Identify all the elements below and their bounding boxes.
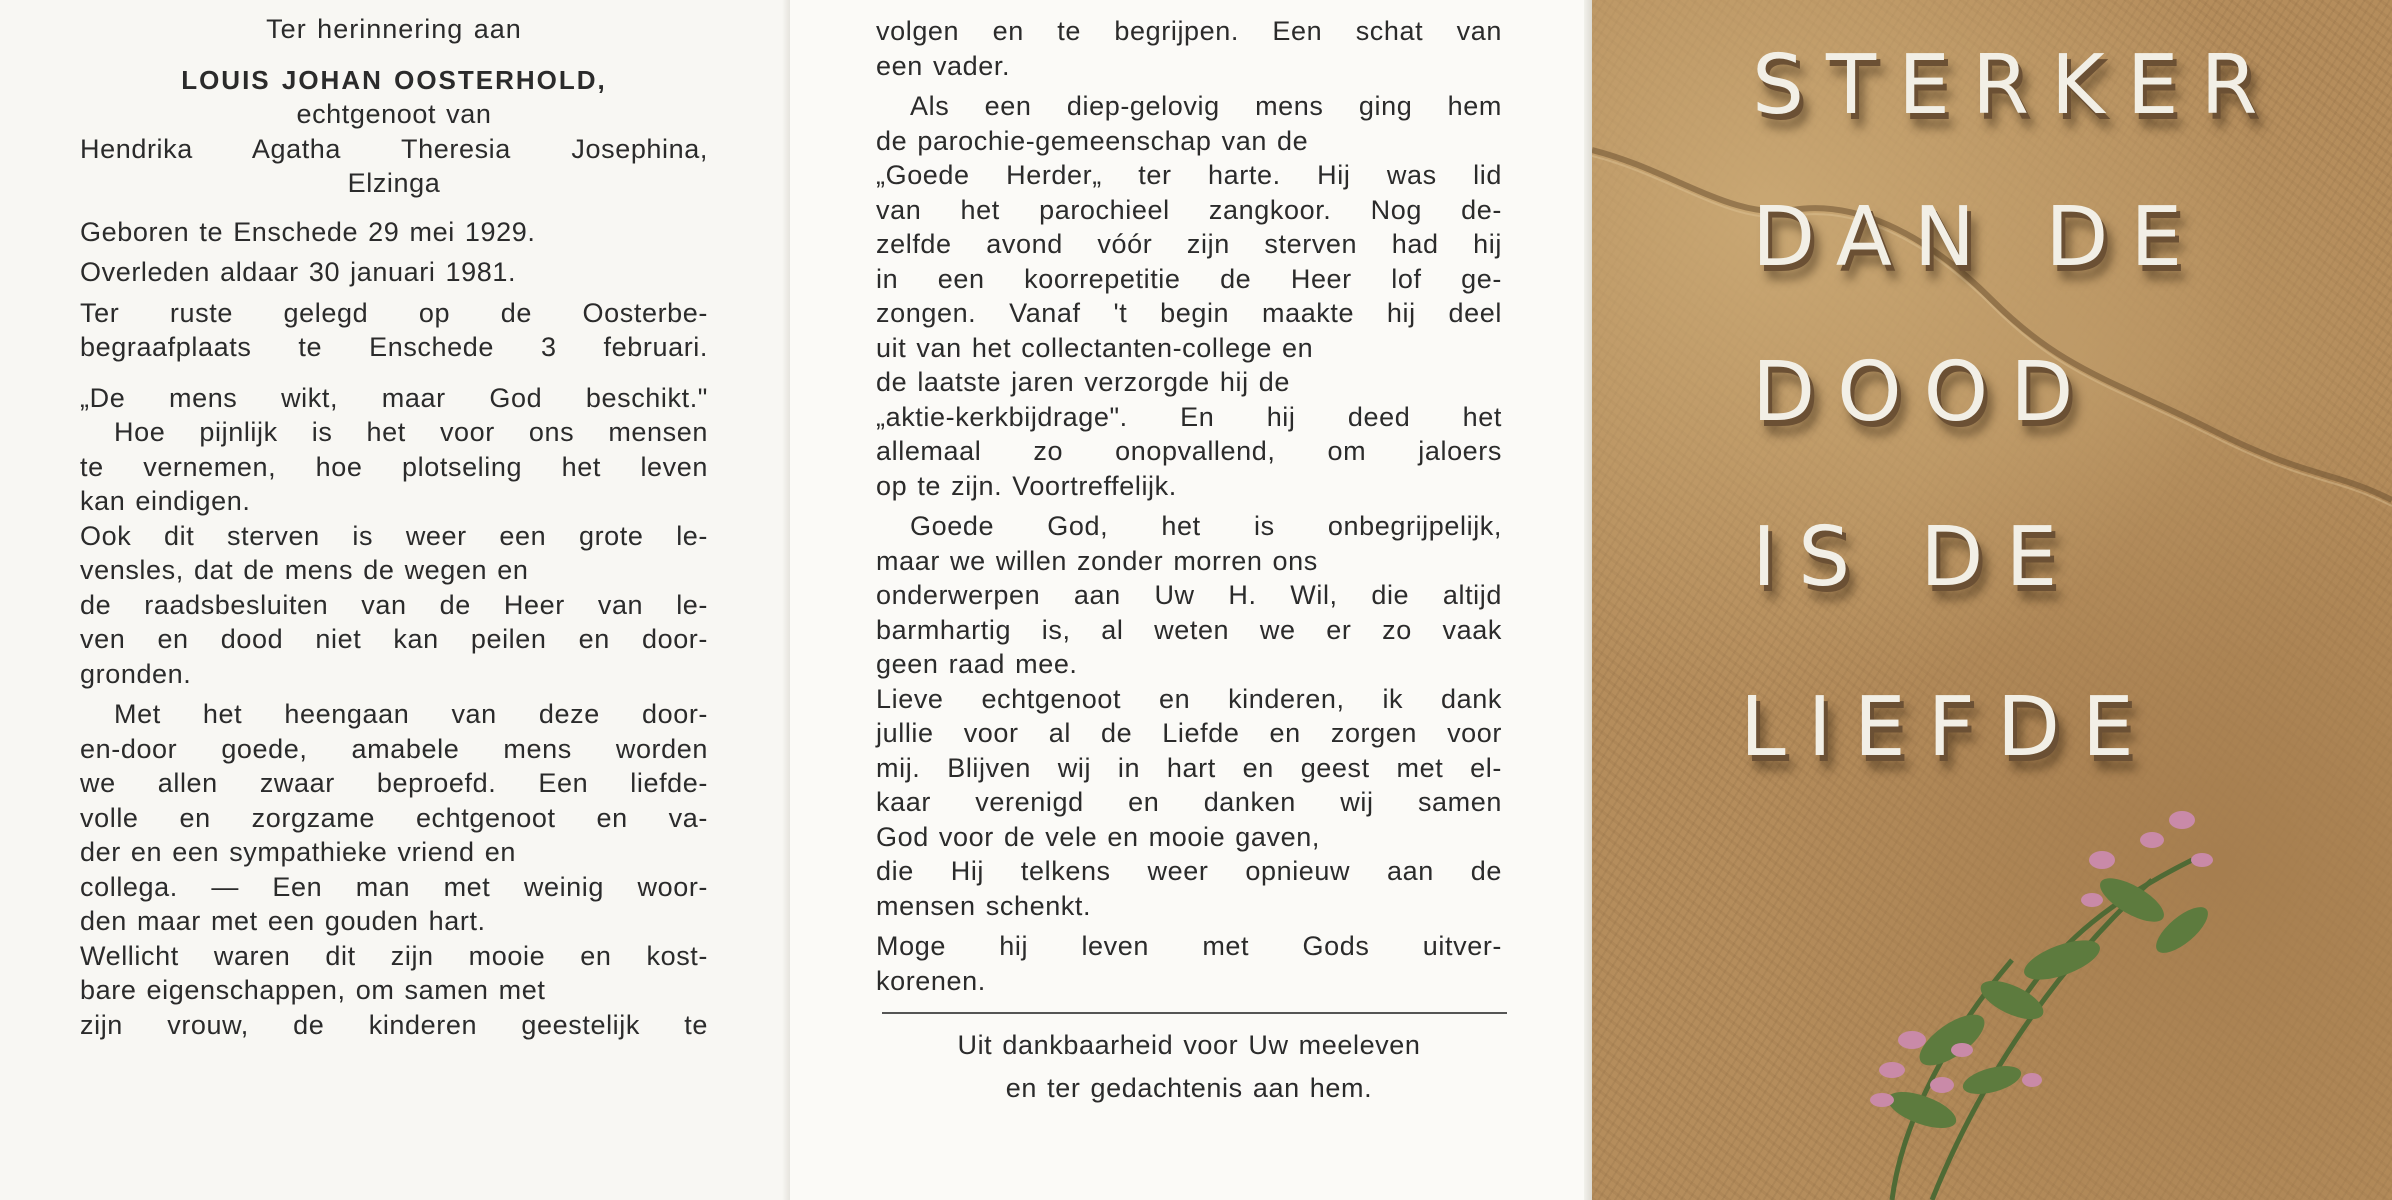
body-line: te vernemen, hoe plotseling het leven <box>80 451 708 482</box>
body-line: en-door goede, amabele mens worden <box>80 733 708 764</box>
body-line: die Hij telkens weer opnieuw aan de <box>876 856 1502 886</box>
body-line: zijn vrouw, de kinderen geestelijk te <box>80 1009 708 1040</box>
body-line: kan eindigen. <box>80 486 251 516</box>
body-line: barmhartig is, al weten we er zo vaak <box>876 614 1502 645</box>
body-line: Als een diep-gelovig mens ging hem <box>910 91 1502 121</box>
body-line: zongen. Vanaf 't begin maakte hij deel <box>876 298 1502 328</box>
body-line: der en een sympathieke vriend en <box>80 837 516 867</box>
divider-line <box>882 1012 1507 1014</box>
body-line: gronden. <box>80 658 192 689</box>
body-line: God voor de vele en mooie gaven, <box>876 821 1320 852</box>
body-line: korenen. <box>876 965 986 996</box>
quote-line: „De mens wikt, maar God beschikt." <box>80 382 708 413</box>
body-line: de laatste jaren verzorgde hij de <box>876 367 1291 397</box>
body-line: Moge hij leven met Gods uitver- <box>876 931 1502 961</box>
body-line: zelfde avond vóór zijn sterven had hij <box>876 229 1502 259</box>
body-line: onderwerpen aan Uw H. Wil, die altijd <box>876 580 1502 610</box>
body-line: mensen schenkt. <box>876 890 1092 921</box>
body-line: maar we willen zonder morren ons <box>876 545 1318 576</box>
spouse-name: Hendrika Agatha Theresia Josephina, <box>80 133 708 164</box>
body-line: uit van het collectanten-college en <box>876 332 1314 363</box>
cover-title-line: IS DE <box>1752 510 2080 605</box>
thanks-line-1: Uit dankbaarheid voor Uw meeleven <box>957 1030 1421 1060</box>
body-line: ven en dood niet kan peilen en door- <box>80 624 708 654</box>
body-line: kaar verenigd en danken wij samen <box>876 787 1502 817</box>
thanks-line-2: en ter gedachtenis aan hem. <box>1005 1072 1373 1103</box>
body-line: „Goede Herder„ ter harte. Hij was lid <box>876 160 1502 190</box>
body-line: volgen en te begrijpen. Een schat van <box>876 16 1502 46</box>
body-line: we allen zwaar beproefd. Een liefde- <box>80 768 708 798</box>
body-line: een vader. <box>876 50 1011 81</box>
death-line: Overleden aldaar 30 januari 1981. <box>80 257 517 287</box>
cover-title-line: DAN DE <box>1752 190 2205 285</box>
body-line: op te zijn. Voortreffelijk. <box>876 470 1177 501</box>
cover-title-line: LIEFDE <box>1740 680 2156 775</box>
body-line: collega. — Een man met weinig woor- <box>80 871 708 902</box>
cover-title-line: STERKER <box>1752 38 2280 133</box>
body-line: volle en zorgzame echtgenoot en va- <box>80 802 708 833</box>
intro-line: Ter herinnering aan <box>266 14 522 44</box>
spouse-label: echtgenoot van <box>296 99 492 129</box>
body-line: Lieve echtgenoot en kinderen, ik dank <box>876 683 1502 714</box>
body-line: Goede God, het is onbegrijpelijk, <box>910 511 1502 541</box>
body-line: geen raad mee. <box>876 649 1078 679</box>
cover-title-line: DOOD <box>1752 345 2096 440</box>
flowers-illustration <box>1592 0 2392 1200</box>
body-line: de parochie-gemeenschap van de <box>876 125 1309 156</box>
left-panel <box>0 0 790 1200</box>
body-line: Ook dit sterven is weer een grote le- <box>80 520 708 551</box>
body-line: in een koorrepetitie de Heer lof ge- <box>876 263 1502 294</box>
body-line: de raadsbesluiten van de Heer van le- <box>80 589 708 620</box>
body-line: van het parochieel zangkoor. Nog de- <box>876 194 1502 225</box>
body-line: „aktie-kerkbijdrage". En hij deed het <box>876 401 1502 432</box>
body-line: Met het heengaan van deze door- <box>114 699 708 729</box>
body-line: Wellicht waren dit zijn mooie en kost- <box>80 940 708 971</box>
body-line: mij. Blijven wij in hart en geest met el- <box>876 752 1502 783</box>
body-line: bare eigenschappen, om samen met <box>80 975 546 1005</box>
birth-line: Geboren te Enschede 29 mei 1929. <box>80 216 536 247</box>
deceased-name: LOUIS JOHAN OOSTERHOLD, <box>181 64 607 95</box>
spouse-surname: Elzinga <box>347 168 441 198</box>
middle-panel <box>790 0 1590 1200</box>
body-line: allemaal zo onopvallend, om jaloers <box>876 436 1502 466</box>
burial-line-1: Ter ruste gelegd op de Oosterbe- <box>80 297 708 328</box>
body-line: jullie voor al de Liefde en zorgen voor <box>876 718 1502 748</box>
burial-line-2: begraafplaats te Enschede 3 februari. <box>80 332 708 362</box>
body-line: den maar met een gouden hart. <box>80 906 486 936</box>
body-line: vensles, dat de mens de wegen en <box>80 555 529 585</box>
body-line: Hoe pijnlijk is het voor ons mensen <box>114 417 708 447</box>
cover-panel <box>1592 0 2392 1200</box>
